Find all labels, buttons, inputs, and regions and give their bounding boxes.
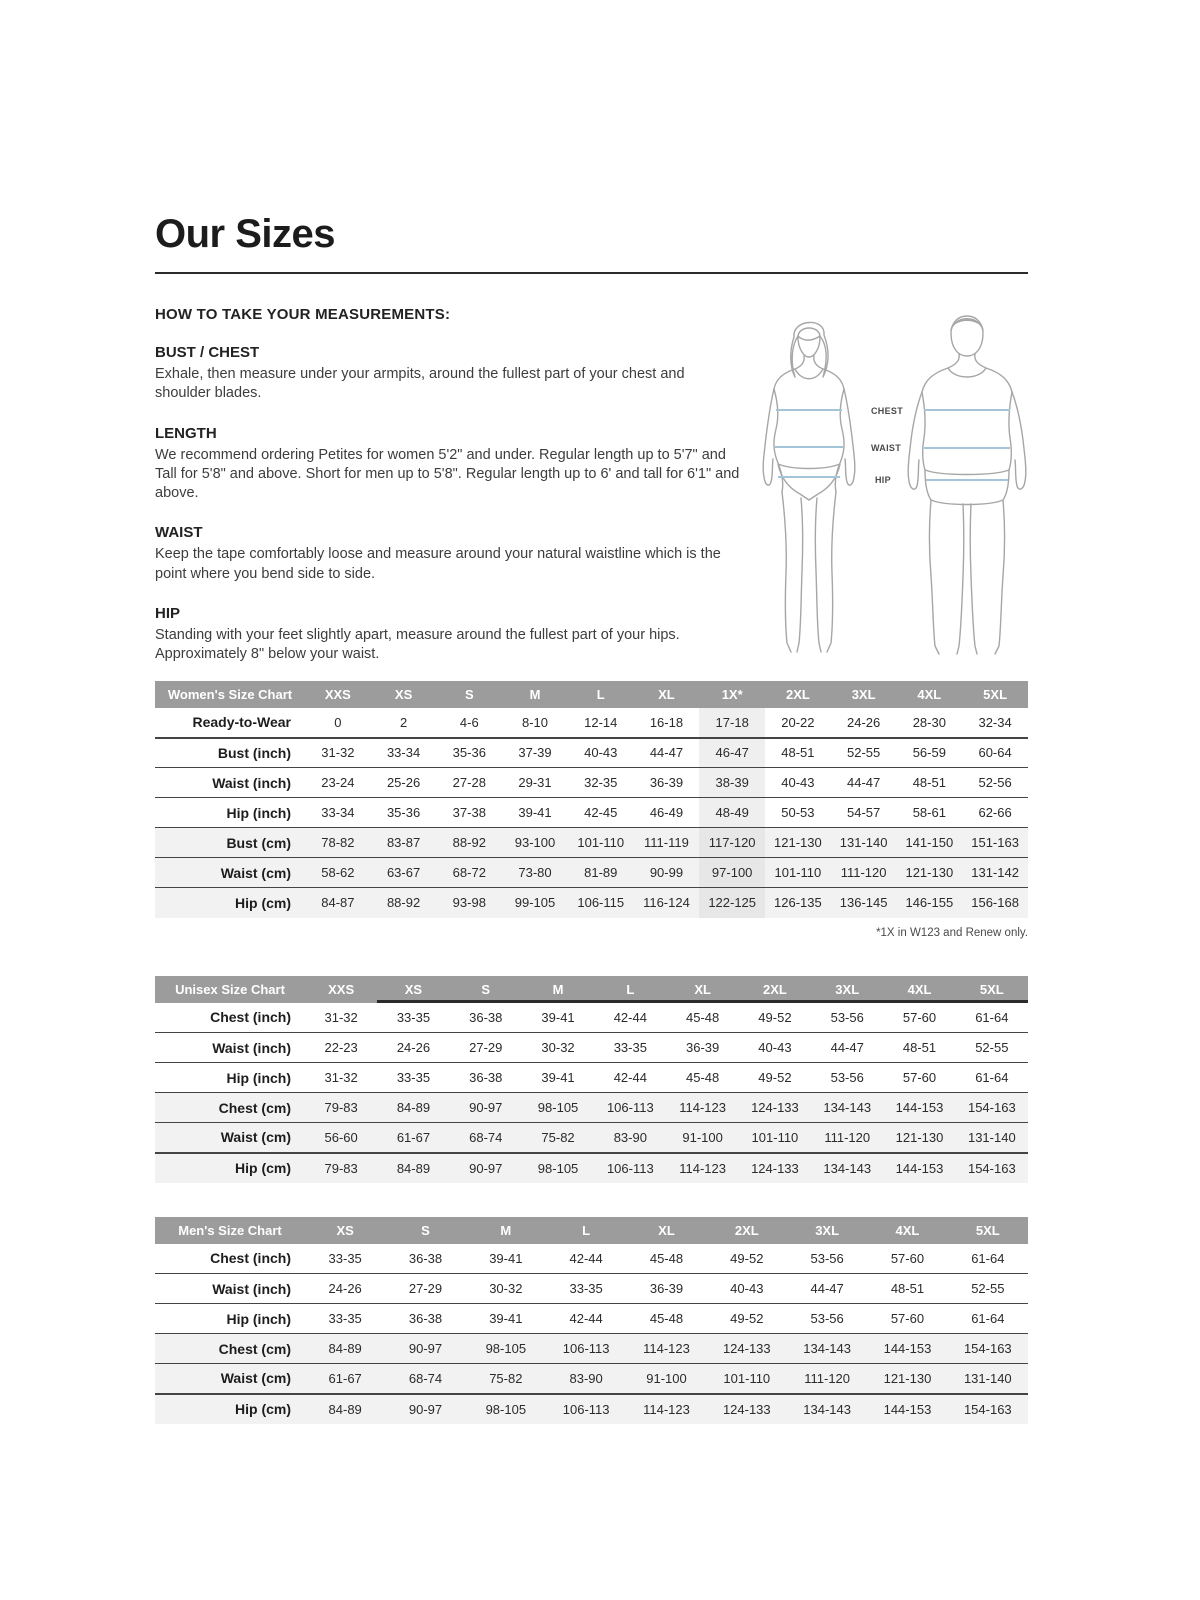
- size-column-header: XS: [305, 1217, 385, 1244]
- section-body: Keep the tape comfortably loose and measure around your natural waistline which is the point where you bend side to side.: [155, 546, 721, 582]
- size-cell: 88-92: [371, 888, 437, 918]
- size-cell: 106-113: [594, 1153, 666, 1183]
- size-cell: 106-113: [594, 1093, 666, 1123]
- size-cell: 31-32: [305, 1063, 377, 1093]
- size-cell: 27-29: [385, 1274, 465, 1304]
- size-cell: 61-67: [305, 1364, 385, 1394]
- waist-label: WAIST: [871, 443, 901, 453]
- size-cell: 90-97: [450, 1093, 522, 1123]
- size-cell: 106-115: [568, 888, 634, 918]
- table-title: Women's Size Chart: [155, 681, 305, 708]
- size-cell: 146-155: [896, 888, 962, 918]
- size-cell: 75-82: [466, 1364, 546, 1394]
- size-column-header: 3XL: [831, 681, 897, 708]
- row-label: Bust (inch): [155, 738, 305, 768]
- size-cell: 49-52: [707, 1244, 787, 1274]
- size-cell: 78-82: [305, 828, 371, 858]
- page-title: Our Sizes: [155, 212, 336, 256]
- size-cell: 134-143: [787, 1334, 867, 1364]
- size-cell: 84-87: [305, 888, 371, 918]
- size-cell: 39-41: [522, 1003, 594, 1033]
- hip-label: HIP: [875, 475, 891, 485]
- size-column-header: 3XL: [811, 976, 883, 1003]
- size-cell: 68-74: [450, 1123, 522, 1153]
- row-label: Hip (inch): [155, 1304, 305, 1334]
- size-cell: 111-120: [787, 1364, 867, 1394]
- size-cell: 121-130: [883, 1123, 955, 1153]
- size-cell: 2: [371, 708, 437, 738]
- size-cell: 48-49: [699, 798, 765, 828]
- size-cell: 52-56: [962, 768, 1028, 798]
- size-cell: 84-89: [305, 1334, 385, 1364]
- size-cell: 37-38: [436, 798, 502, 828]
- table-row: [155, 1244, 1028, 1274]
- size-cell: 111-119: [634, 828, 700, 858]
- chest-label: CHEST: [871, 406, 904, 416]
- size-cell: 58-62: [305, 858, 371, 888]
- size-cell: 121-130: [867, 1364, 947, 1394]
- size-cell: 48-51: [867, 1274, 947, 1304]
- size-cell: 24-26: [305, 1274, 385, 1304]
- unisex-size-table: [155, 976, 1028, 1183]
- size-cell: 48-51: [765, 738, 831, 768]
- size-cell: 63-67: [371, 858, 437, 888]
- size-cell: 101-110: [739, 1123, 811, 1153]
- size-cell: 45-48: [626, 1304, 706, 1334]
- row-label: Hip (cm): [155, 888, 305, 918]
- row-label: Waist (inch): [155, 1274, 305, 1304]
- size-cell: 35-36: [371, 798, 437, 828]
- size-cell: 121-130: [765, 828, 831, 858]
- size-cell: 98-105: [522, 1153, 594, 1183]
- size-cell: 39-41: [466, 1244, 546, 1274]
- size-cell: 91-100: [626, 1364, 706, 1394]
- size-column-header: 4XL: [883, 976, 955, 1003]
- measurement-figure-illustration: [745, 307, 1028, 659]
- size-cell: 33-34: [371, 738, 437, 768]
- female-figure: [763, 322, 855, 652]
- size-cell: 44-47: [634, 738, 700, 768]
- size-cell: 33-35: [546, 1274, 626, 1304]
- section-title: BUST / CHEST: [155, 344, 260, 361]
- size-cell: 91-100: [666, 1123, 738, 1153]
- size-cell: 0: [305, 708, 371, 738]
- size-cell: 93-98: [436, 888, 502, 918]
- size-cell: 79-83: [305, 1153, 377, 1183]
- womens-footnote: *1X in W123 and Renew only.: [876, 926, 1028, 939]
- size-cell: 68-72: [436, 858, 502, 888]
- size-cell: 36-38: [385, 1304, 465, 1334]
- size-cell: 99-105: [502, 888, 568, 918]
- size-column-header: L: [594, 976, 666, 1003]
- row-label: Hip (cm): [155, 1153, 305, 1183]
- row-label: Hip (inch): [155, 1063, 305, 1093]
- size-cell: 61-64: [956, 1063, 1028, 1093]
- size-cell: 68-74: [385, 1364, 465, 1394]
- size-cell: 40-43: [739, 1033, 811, 1063]
- how-to-heading: HOW TO TAKE YOUR MEASUREMENTS:: [155, 306, 451, 323]
- table-row: [155, 888, 1028, 918]
- size-cell: 28-30: [896, 708, 962, 738]
- size-cell: 56-59: [896, 738, 962, 768]
- size-cell: 61-64: [948, 1304, 1028, 1334]
- size-column-header: XS: [377, 976, 449, 1003]
- size-cell: 154-163: [956, 1093, 1028, 1123]
- size-cell: 36-39: [626, 1274, 706, 1304]
- size-cell: 27-29: [450, 1033, 522, 1063]
- mens-size-chart-block: [155, 1217, 1028, 1424]
- size-cell: 154-163: [956, 1153, 1028, 1183]
- size-cell: 25-26: [371, 768, 437, 798]
- size-cell: 144-153: [883, 1093, 955, 1123]
- size-cell: 114-123: [666, 1093, 738, 1123]
- size-column-header: XXS: [305, 681, 371, 708]
- size-cell: 90-97: [450, 1153, 522, 1183]
- size-cell: 144-153: [883, 1153, 955, 1183]
- table-row: [155, 768, 1028, 798]
- size-cell: 122-125: [699, 888, 765, 918]
- size-cell: 61-64: [948, 1244, 1028, 1274]
- size-cell: 131-142: [962, 858, 1028, 888]
- size-cell: 124-133: [739, 1093, 811, 1123]
- size-cell: 90-97: [385, 1394, 465, 1424]
- size-cell: 35-36: [436, 738, 502, 768]
- size-cell: 61-67: [377, 1123, 449, 1153]
- size-cell: 45-48: [626, 1244, 706, 1274]
- size-cell: 23-24: [305, 768, 371, 798]
- size-cell: 97-100: [699, 858, 765, 888]
- size-cell: 73-80: [502, 858, 568, 888]
- size-cell: 124-133: [707, 1334, 787, 1364]
- size-cell: 144-153: [867, 1334, 947, 1364]
- size-cell: 124-133: [739, 1153, 811, 1183]
- size-cell: 134-143: [787, 1394, 867, 1424]
- measurements-area: [155, 323, 1028, 665]
- table-row: [155, 708, 1028, 738]
- section-body: Standing with your feet slightly apart, measure around the fullest part of your hips. Approximately 8" below your waist.: [155, 626, 680, 663]
- size-cell: 31-32: [305, 738, 371, 768]
- size-cell: 20-22: [765, 708, 831, 738]
- size-cell: 46-47: [699, 738, 765, 768]
- size-cell: 111-120: [831, 858, 897, 888]
- size-cell: 83-87: [371, 828, 437, 858]
- size-cell: 40-43: [707, 1274, 787, 1304]
- size-cell: 8-10: [502, 708, 568, 738]
- size-cell: 116-124: [634, 888, 700, 918]
- size-cell: 24-26: [831, 708, 897, 738]
- size-cell: 114-123: [626, 1394, 706, 1424]
- size-cell: 30-32: [466, 1274, 546, 1304]
- size-cell: 114-123: [666, 1153, 738, 1183]
- table-row: [155, 1123, 1028, 1153]
- size-cell: 84-89: [377, 1153, 449, 1183]
- size-column-header: 5XL: [956, 976, 1028, 1003]
- size-cell: 39-41: [502, 798, 568, 828]
- size-cell: 126-135: [765, 888, 831, 918]
- size-cell: 46-49: [634, 798, 700, 828]
- section-body: Exhale, then measure under your armpits, around the fullest part of your chest and shoulder blades.: [155, 366, 685, 402]
- size-cell: 16-18: [634, 708, 700, 738]
- size-cell: 124-133: [707, 1394, 787, 1424]
- size-cell: 33-35: [377, 1003, 449, 1033]
- size-cell: 57-60: [867, 1244, 947, 1274]
- size-cell: 40-43: [765, 768, 831, 798]
- size-cell: 33-35: [377, 1063, 449, 1093]
- row-label: Waist (cm): [155, 1123, 305, 1153]
- size-cell: 134-143: [811, 1093, 883, 1123]
- size-column-header: 2XL: [739, 976, 811, 1003]
- table-row: [155, 1304, 1028, 1334]
- size-cell: 54-57: [831, 798, 897, 828]
- row-label: Waist (inch): [155, 1033, 305, 1063]
- size-cell: 154-163: [948, 1394, 1028, 1424]
- size-cell: 49-52: [739, 1003, 811, 1033]
- table-title: Unisex Size Chart: [155, 976, 305, 1003]
- size-cell: 53-56: [787, 1244, 867, 1274]
- table-row: [155, 1394, 1028, 1424]
- size-cell: 45-48: [666, 1003, 738, 1033]
- size-cell: 52-55: [956, 1033, 1028, 1063]
- size-cell: 57-60: [883, 1063, 955, 1093]
- womens-size-chart-block: [155, 681, 1028, 939]
- size-cell: 17-18: [699, 708, 765, 738]
- table-row: [155, 858, 1028, 888]
- table-row: [155, 1153, 1028, 1183]
- size-cell: 101-110: [707, 1364, 787, 1394]
- size-cell: 33-35: [305, 1244, 385, 1274]
- size-cell: 101-110: [765, 858, 831, 888]
- size-cell: 88-92: [436, 828, 502, 858]
- size-cell: 131-140: [956, 1123, 1028, 1153]
- size-cell: 31-32: [305, 1003, 377, 1033]
- size-column-header: 1X*: [699, 681, 765, 708]
- size-cell: 27-28: [436, 768, 502, 798]
- size-cell: 83-90: [546, 1364, 626, 1394]
- size-cell: 151-163: [962, 828, 1028, 858]
- size-cell: 131-140: [948, 1364, 1028, 1394]
- section-title: LENGTH: [155, 424, 217, 442]
- size-cell: 48-51: [896, 768, 962, 798]
- womens-size-table: [155, 681, 1028, 918]
- size-column-header: XL: [634, 681, 700, 708]
- size-column-header: XS: [371, 681, 437, 708]
- size-cell: 154-163: [948, 1334, 1028, 1364]
- size-cell: 57-60: [867, 1304, 947, 1334]
- size-cell: 57-60: [883, 1003, 955, 1033]
- size-cell: 56-60: [305, 1123, 377, 1153]
- size-guide-page: [155, 212, 1028, 1424]
- row-label: Hip (cm): [155, 1394, 305, 1424]
- section-title: WAIST: [155, 524, 203, 542]
- size-cell: 44-47: [831, 768, 897, 798]
- size-cell: 62-66: [962, 798, 1028, 828]
- size-cell: 37-39: [502, 738, 568, 768]
- size-cell: 111-120: [811, 1123, 883, 1153]
- size-cell: 38-39: [699, 768, 765, 798]
- table-row: [155, 798, 1028, 828]
- size-cell: 93-100: [502, 828, 568, 858]
- size-cell: 42-45: [568, 798, 634, 828]
- size-cell: 44-47: [811, 1033, 883, 1063]
- male-figure: [908, 316, 1026, 654]
- size-cell: 42-44: [546, 1244, 626, 1274]
- size-cell: 136-145: [831, 888, 897, 918]
- row-label: Hip (inch): [155, 798, 305, 828]
- row-label: Bust (cm): [155, 828, 305, 858]
- size-column-header: 2XL: [707, 1217, 787, 1244]
- size-column-header: 4XL: [867, 1217, 947, 1244]
- size-cell: 45-48: [666, 1063, 738, 1093]
- table-row: [155, 1033, 1028, 1063]
- size-cell: 58-61: [896, 798, 962, 828]
- size-cell: 32-35: [568, 768, 634, 798]
- size-cell: 50-53: [765, 798, 831, 828]
- measurement-section: [155, 605, 740, 665]
- size-column-header: 3XL: [787, 1217, 867, 1244]
- measurement-section: [155, 524, 740, 584]
- table-row: [155, 1063, 1028, 1093]
- table-row: [155, 1364, 1028, 1394]
- size-cell: 156-168: [962, 888, 1028, 918]
- size-cell: 44-47: [787, 1274, 867, 1304]
- size-cell: 84-89: [305, 1394, 385, 1424]
- size-column-header: S: [436, 681, 502, 708]
- size-cell: 83-90: [594, 1123, 666, 1153]
- size-cell: 36-39: [666, 1033, 738, 1063]
- unisex-size-chart-block: [155, 976, 1028, 1183]
- size-cell: 22-23: [305, 1033, 377, 1063]
- size-cell: 30-32: [522, 1033, 594, 1063]
- size-cell: 106-113: [546, 1334, 626, 1364]
- row-label: Chest (cm): [155, 1334, 305, 1364]
- table-row: [155, 828, 1028, 858]
- size-column-header: XL: [666, 976, 738, 1003]
- row-label: Waist (cm): [155, 1364, 305, 1394]
- size-cell: 131-140: [831, 828, 897, 858]
- size-cell: 81-89: [568, 858, 634, 888]
- size-column-header: M: [466, 1217, 546, 1244]
- size-column-header: 5XL: [948, 1217, 1028, 1244]
- size-cell: 53-56: [811, 1063, 883, 1093]
- mens-size-table: [155, 1217, 1028, 1424]
- size-column-header: M: [502, 681, 568, 708]
- size-cell: 40-43: [568, 738, 634, 768]
- size-cell: 12-14: [568, 708, 634, 738]
- size-column-header: S: [450, 976, 522, 1003]
- table-row: [155, 1093, 1028, 1123]
- size-cell: 79-83: [305, 1093, 377, 1123]
- size-column-header: XL: [626, 1217, 706, 1244]
- size-cell: 42-44: [546, 1304, 626, 1334]
- row-label: Chest (cm): [155, 1093, 305, 1123]
- size-cell: 42-44: [594, 1063, 666, 1093]
- size-cell: 36-38: [385, 1244, 465, 1274]
- size-cell: 101-110: [568, 828, 634, 858]
- size-cell: 60-64: [962, 738, 1028, 768]
- size-cell: 134-143: [811, 1153, 883, 1183]
- table-row: [155, 1003, 1028, 1033]
- size-cell: 98-105: [522, 1093, 594, 1123]
- size-cell: 98-105: [466, 1394, 546, 1424]
- row-label: Waist (cm): [155, 858, 305, 888]
- section-title: HIP: [155, 604, 181, 622]
- table-row: [155, 738, 1028, 768]
- size-column-header: S: [385, 1217, 465, 1244]
- size-column-header: 2XL: [765, 681, 831, 708]
- size-column-header: 4XL: [896, 681, 962, 708]
- size-cell: 144-153: [867, 1394, 947, 1424]
- table-row: [155, 1274, 1028, 1304]
- size-column-header: 5XL: [962, 681, 1028, 708]
- body-figures: [745, 307, 1028, 664]
- size-column-header: L: [568, 681, 634, 708]
- size-cell: 52-55: [948, 1274, 1028, 1304]
- size-column-header: L: [546, 1217, 626, 1244]
- size-cell: 36-38: [450, 1003, 522, 1033]
- size-cell: 4-6: [436, 708, 502, 738]
- row-label: Waist (inch): [155, 768, 305, 798]
- row-label: Chest (inch): [155, 1244, 305, 1274]
- size-cell: 39-41: [466, 1304, 546, 1334]
- table-row: [155, 1334, 1028, 1364]
- size-cell: 98-105: [466, 1334, 546, 1364]
- size-cell: 29-31: [502, 768, 568, 798]
- size-cell: 32-34: [962, 708, 1028, 738]
- size-cell: 90-99: [634, 858, 700, 888]
- row-label: Ready-to-Wear: [155, 708, 305, 738]
- size-cell: 53-56: [787, 1304, 867, 1334]
- measurement-section: [155, 344, 740, 404]
- size-cell: 36-38: [450, 1063, 522, 1093]
- size-cell: 90-97: [385, 1334, 465, 1364]
- size-cell: 48-51: [883, 1033, 955, 1063]
- size-column-header: M: [522, 976, 594, 1003]
- size-cell: 39-41: [522, 1063, 594, 1093]
- size-cell: 52-55: [831, 738, 897, 768]
- size-cell: 75-82: [522, 1123, 594, 1153]
- size-column-header: XXS: [305, 976, 377, 1003]
- measurement-sections: [155, 323, 740, 665]
- size-cell: 106-113: [546, 1394, 626, 1424]
- size-cell: 42-44: [594, 1003, 666, 1033]
- size-cell: 33-35: [594, 1033, 666, 1063]
- section-body: We recommend ordering Petites for women 5'2" and under. Regular length up to 5'7" and Tall for 5'8" and above. Short for men up to 5'8". Regular length up to 6' and tall for 6'1" and above.: [155, 446, 740, 502]
- row-label: Chest (inch): [155, 1003, 305, 1033]
- measurement-section: [155, 425, 740, 504]
- size-cell: 84-89: [377, 1093, 449, 1123]
- size-cell: 117-120: [699, 828, 765, 858]
- size-cell: 36-39: [634, 768, 700, 798]
- table-title: Men's Size Chart: [155, 1217, 305, 1244]
- size-cell: 49-52: [707, 1304, 787, 1334]
- size-cell: 53-56: [811, 1003, 883, 1033]
- size-cell: 141-150: [896, 828, 962, 858]
- size-cell: 24-26: [377, 1033, 449, 1063]
- size-cell: 121-130: [896, 858, 962, 888]
- size-cell: 33-35: [305, 1304, 385, 1334]
- title-divider: [155, 272, 1028, 274]
- size-cell: 49-52: [739, 1063, 811, 1093]
- size-cell: 114-123: [626, 1334, 706, 1364]
- size-cell: 33-34: [305, 798, 371, 828]
- size-cell: 61-64: [956, 1003, 1028, 1033]
